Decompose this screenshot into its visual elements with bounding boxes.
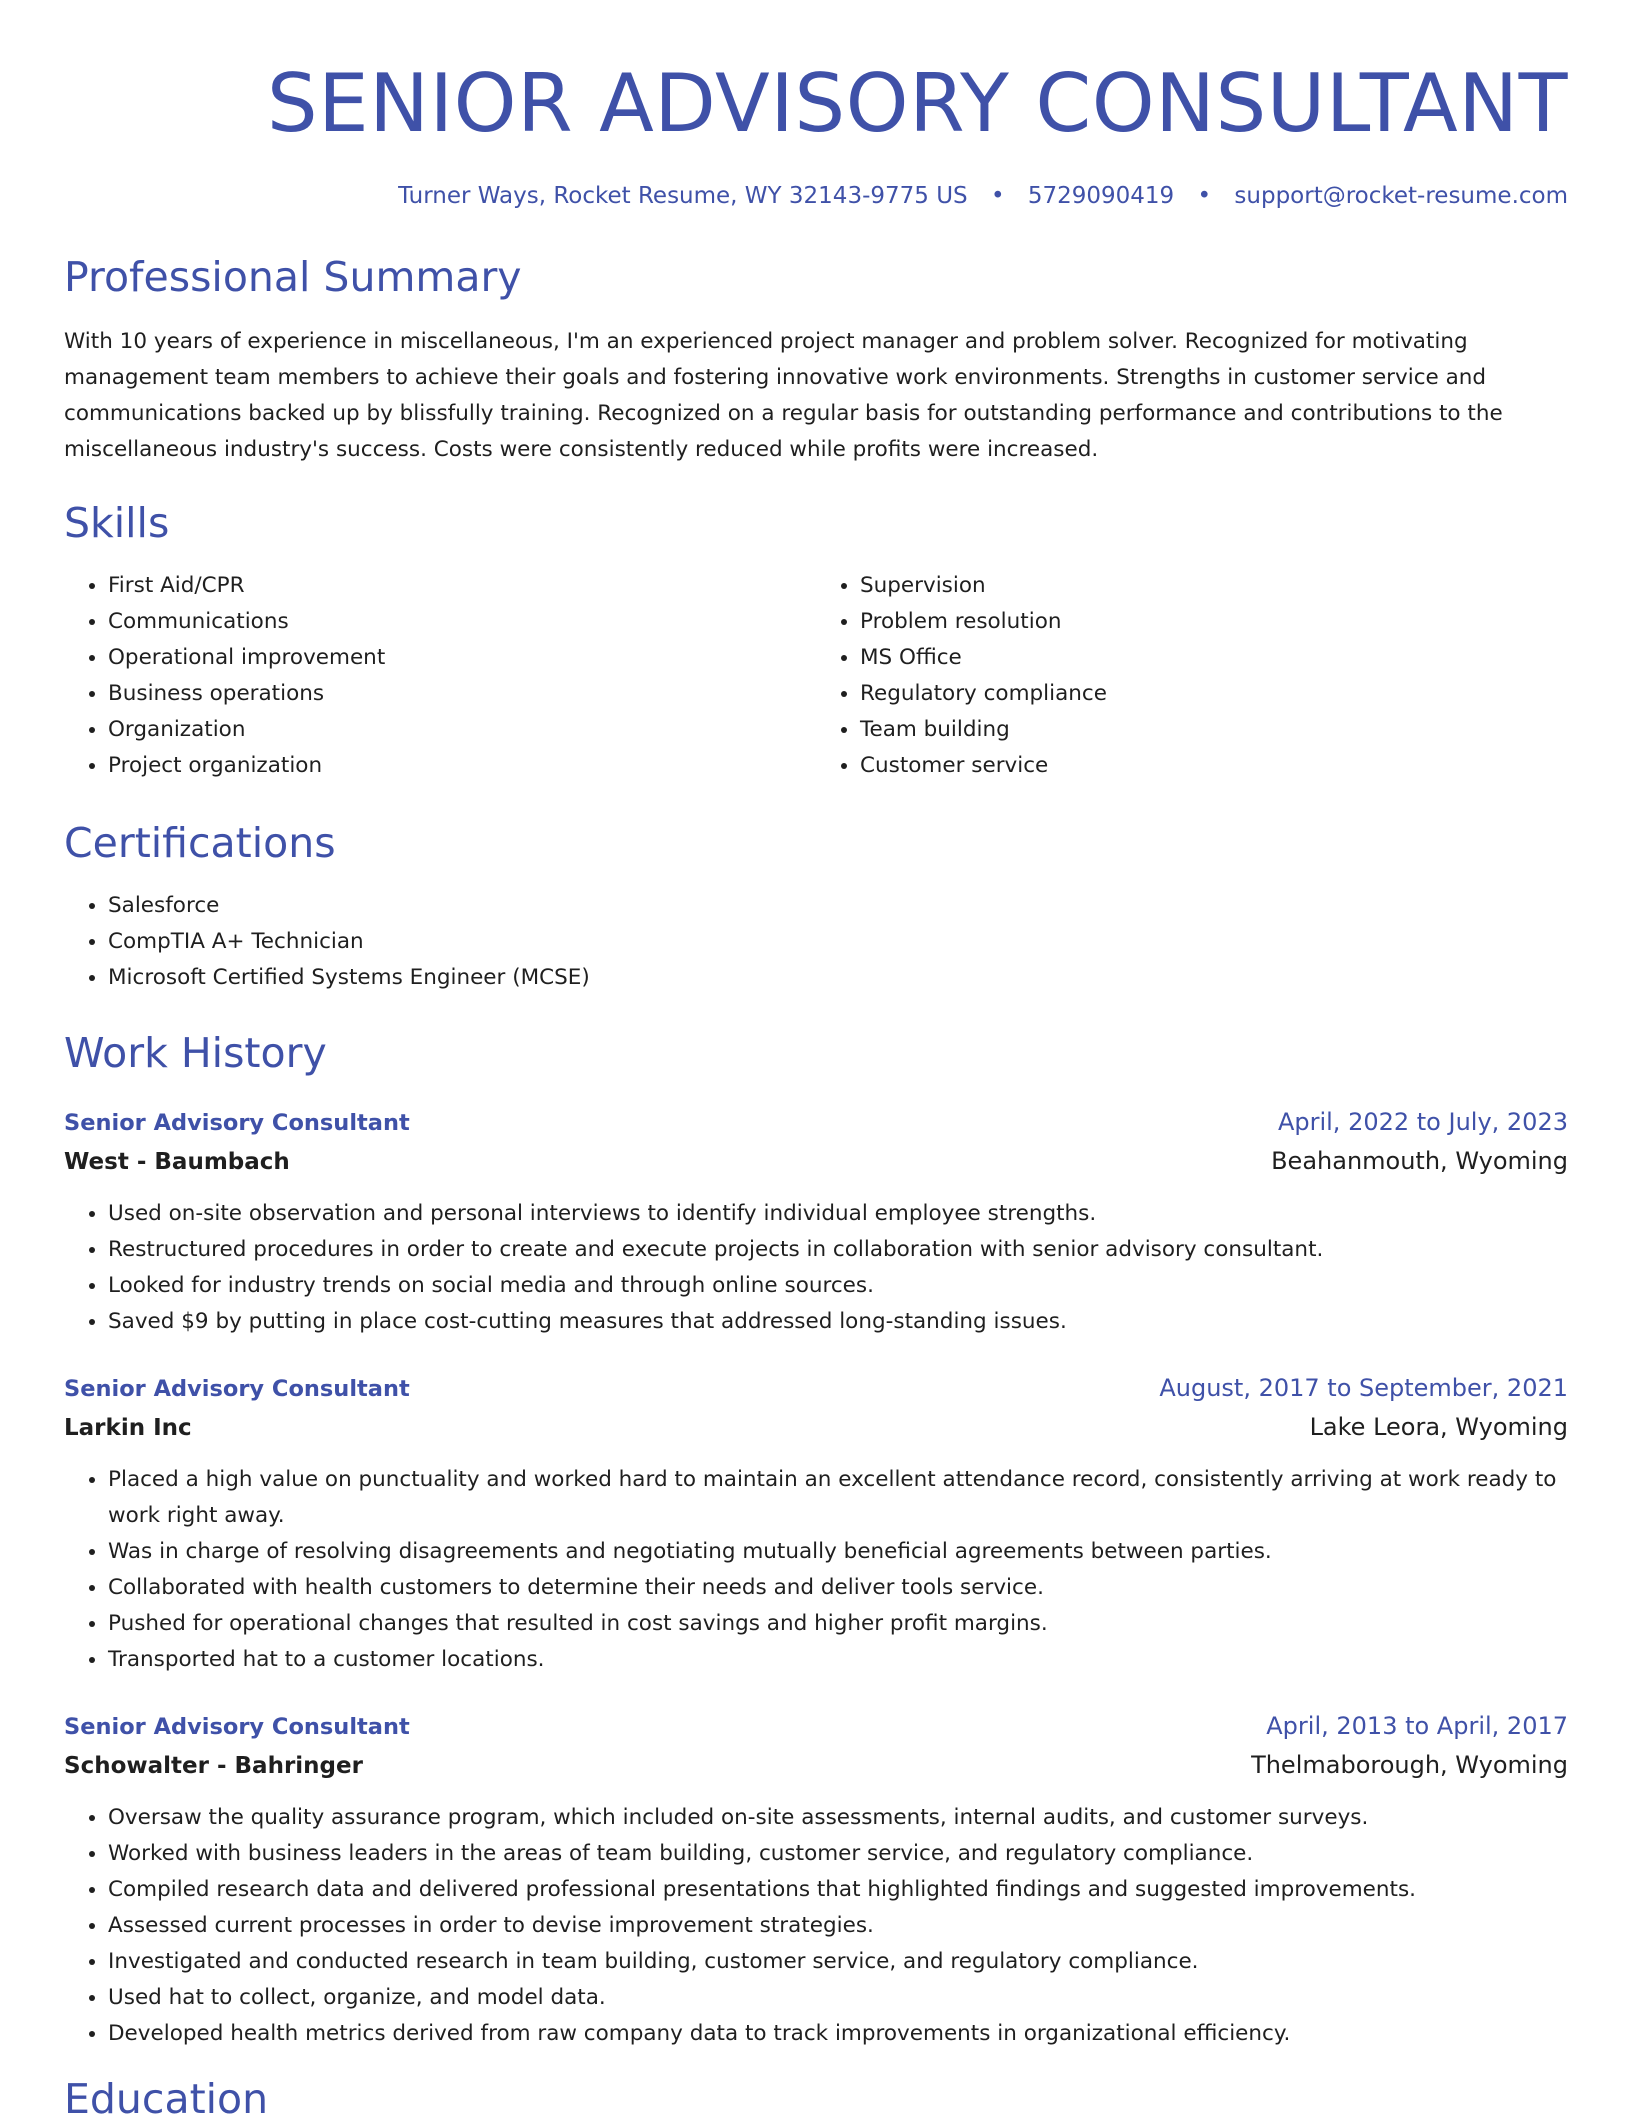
job-company-row <box>64 1745 1568 1786</box>
contact-phone: 5729090419 <box>1027 183 1175 209</box>
job-dates: April, 2022 to July, 2023 <box>1277 1108 1568 1136</box>
summary-section <box>64 252 1568 468</box>
job-bullet: • Assessed current processes in order to devise improvement strategies. <box>108 1908 1568 1944</box>
contact-email[interactable]: support@rocket-resume.com <box>1234 183 1568 209</box>
job-bullet: • Transported hat to a customer locations. <box>108 1642 1568 1678</box>
job-company: Larkin Inc <box>64 1415 192 1441</box>
job-bullets <box>64 1196 1568 1340</box>
job-company: Schowalter - Bahringer <box>64 1753 363 1779</box>
job-entry <box>64 1370 1568 1678</box>
job-title: Senior Advisory Consultant <box>64 1110 410 1136</box>
certification-item: • CompTIA A+ Technician <box>108 924 1568 960</box>
job-entry <box>64 1104 1568 1340</box>
job-title: Senior Advisory Consultant <box>64 1376 410 1402</box>
contact-separator: • <box>1197 183 1212 209</box>
job-company: West - Baumbach <box>64 1149 290 1175</box>
job-dates: August, 2017 to September, 2021 <box>1159 1374 1568 1402</box>
certifications-heading: Certifications <box>64 819 336 867</box>
skill-item: • First Aid/CPR <box>108 568 816 604</box>
job-dates: April, 2013 to April, 2017 <box>1266 1712 1568 1740</box>
job-title-row <box>64 1708 1568 1745</box>
skill-item: • Project organization <box>108 748 816 784</box>
summary-heading: Professional Summary <box>64 253 522 301</box>
job-title-row <box>64 1104 1568 1141</box>
job-bullet: • Collaborated with health customers to determine their needs and deliver tools service. <box>108 1570 1568 1606</box>
job-location: Beahanmouth, Wyoming <box>1271 1147 1568 1175</box>
contact-address: Turner Ways, Rocket Resume, WY 32143-9775 US <box>398 183 968 209</box>
job-bullet: • Pushed for operational changes that resulted in cost savings and higher profit margins. <box>108 1606 1568 1642</box>
job-location: Thelmaborough, Wyoming <box>1251 1751 1568 1779</box>
job-bullet: • Compiled research data and delivered professional presentations that highlighted findings and suggested improvements. <box>108 1872 1568 1908</box>
skill-item: • MS Office <box>860 640 1568 676</box>
job-location: Lake Leora, Wyoming <box>1309 1413 1568 1441</box>
skill-item: • Organization <box>108 712 816 748</box>
work-history-heading: Work History <box>64 1029 327 1077</box>
job-bullet: • Oversaw the quality assurance program, which included on-site assessments, internal audits, and customer surveys. <box>108 1800 1568 1836</box>
skill-item: • Operational improvement <box>108 640 816 676</box>
job-bullet: • Saved $9 by putting in place cost-cutting measures that addressed long-standing issues. <box>108 1304 1568 1340</box>
skill-item: • Communications <box>108 604 816 640</box>
job-bullets <box>64 1800 1568 2052</box>
skill-item: • Supervision <box>860 568 1568 604</box>
resume-header <box>64 58 1568 212</box>
job-entry <box>64 1708 1568 2052</box>
contact-line <box>64 180 1568 212</box>
job-title: Senior Advisory Consultant <box>64 1714 410 1740</box>
skills-list-right <box>816 568 1568 784</box>
work-history-section <box>64 1028 1568 2052</box>
job-bullet: • Restructured procedures in order to create and execute projects in collaboration with senior advisory consultant. <box>108 1232 1568 1268</box>
certification-item: • Salesforce <box>108 888 1568 924</box>
skill-item: • Business operations <box>108 676 816 712</box>
certification-item: • Microsoft Certified Systems Engineer (MCSE) <box>108 960 1568 996</box>
skill-item: • Regulatory compliance <box>860 676 1568 712</box>
skills-section <box>64 498 1568 784</box>
skills-heading: Skills <box>64 499 170 547</box>
job-bullet: • Worked with business leaders in the areas of team building, customer service, and regulatory compliance. <box>108 1836 1568 1872</box>
skill-item: • Customer service <box>860 748 1568 784</box>
certifications-section <box>64 818 1568 996</box>
job-bullet: • Developed health metrics derived from raw company data to track improvements in organizational efficiency. <box>108 2016 1568 2052</box>
summary-text: With 10 years of experience in miscellaneous, I'm an experienced project manager and problem solver. Recognized for motivating management team members to achieve their goals and fostering innovative work environments. Strengths in customer service and communications backed up by blissfully training. Recognized on a regular basis for outstanding performance and contributions to the miscellaneous industry's success. Costs were consistently reduced while profits were increased. <box>64 329 1503 462</box>
certifications-list <box>64 888 1568 996</box>
resume-page <box>64 0 1568 2124</box>
job-company-row <box>64 1407 1568 1448</box>
education-section <box>64 2074 1568 2124</box>
job-bullet: • Used on-site observation and personal interviews to identify individual employee strengths. <box>108 1196 1568 1232</box>
skills-columns <box>64 568 1568 784</box>
job-bullet: • Placed a high value on punctuality and worked hard to maintain an excellent attendance record, consistently arriving at work ready to work right away. <box>108 1462 1568 1534</box>
job-company-row <box>64 1141 1568 1182</box>
skill-item: • Team building <box>860 712 1568 748</box>
job-bullet: • Looked for industry trends on social media and through online sources. <box>108 1268 1568 1304</box>
job-bullet: • Was in charge of resolving disagreements and negotiating mutually beneficial agreements between parties. <box>108 1534 1568 1570</box>
job-title-row <box>64 1370 1568 1407</box>
candidate-name: SENIOR ADVISORY CONSULTANT <box>266 57 1568 150</box>
job-bullet: • Used hat to collect, organize, and model data. <box>108 1980 1568 2016</box>
skill-item: • Problem resolution <box>860 604 1568 640</box>
contact-separator: • <box>990 183 1005 209</box>
education-heading: Education <box>64 2075 269 2123</box>
skills-list-left <box>64 568 816 784</box>
job-bullets <box>64 1462 1568 1678</box>
job-bullet: • Investigated and conducted research in team building, customer service, and regulatory compliance. <box>108 1944 1568 1980</box>
